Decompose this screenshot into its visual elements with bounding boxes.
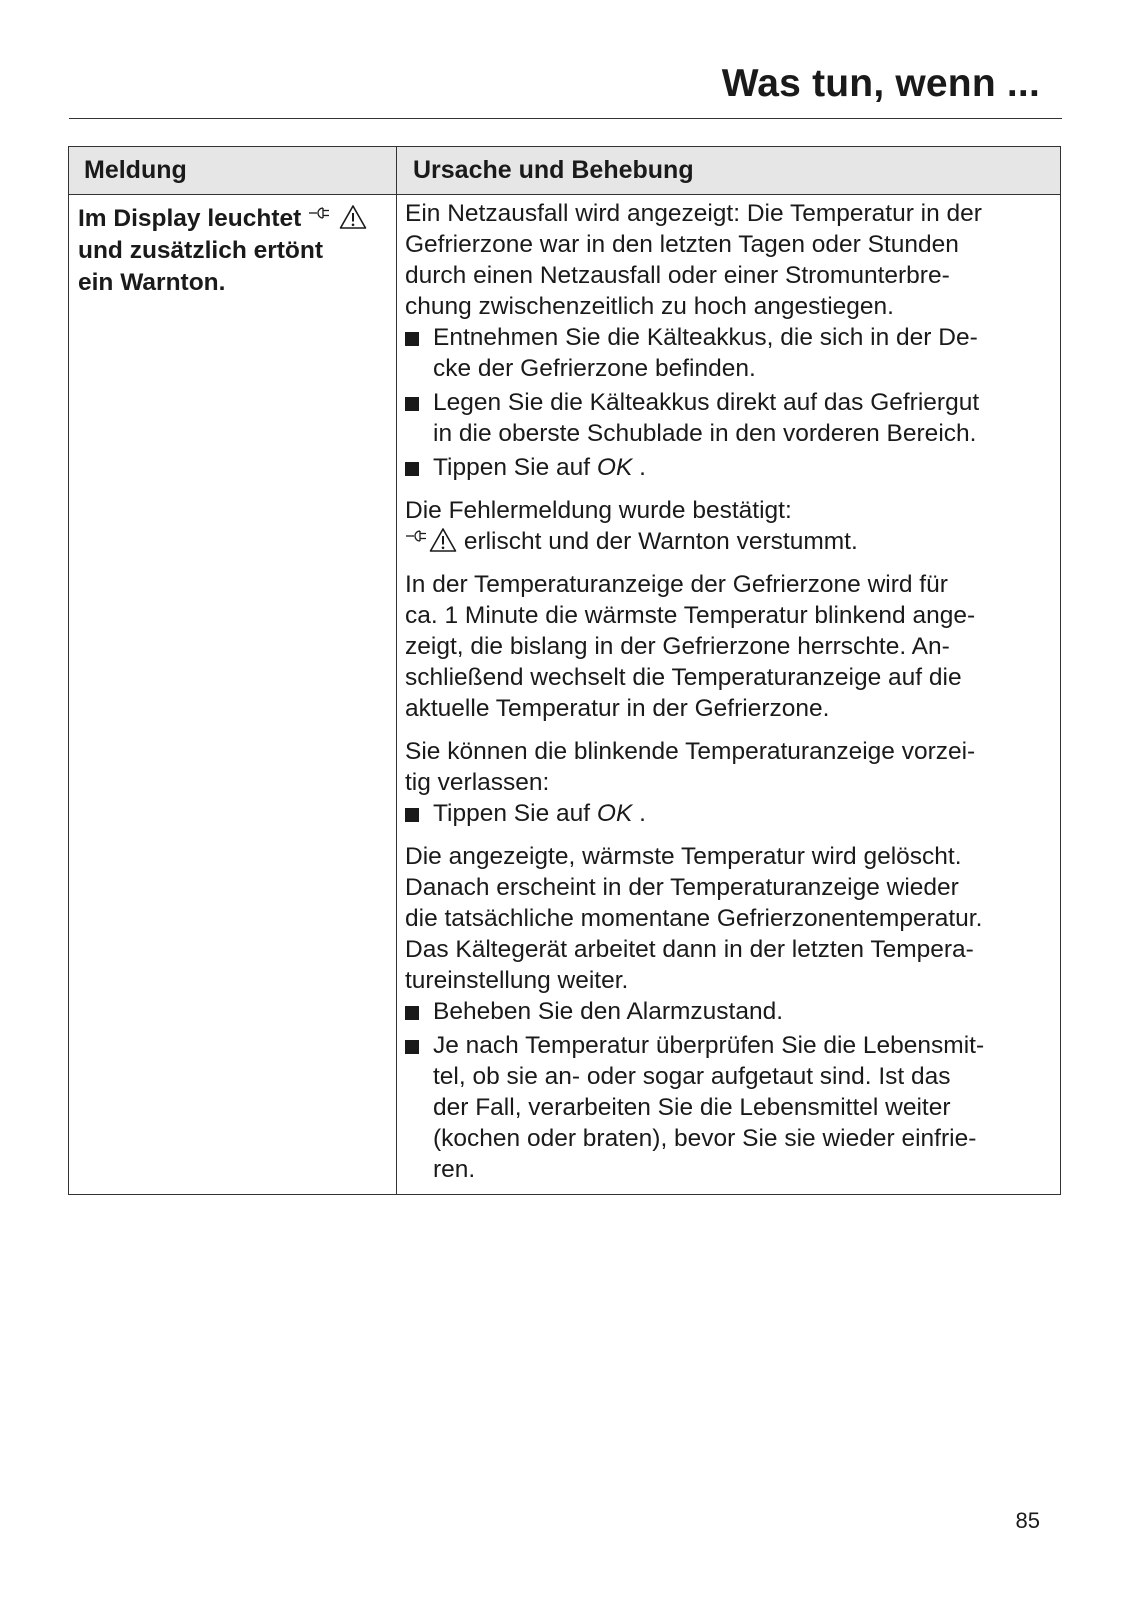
bullet-square-icon: [405, 1040, 419, 1054]
text-fragment: .: [639, 800, 646, 827]
text-line: Ein Netzausfall wird angezeigt: Die Temperatur in der: [405, 200, 982, 227]
list-item: [405, 1030, 1050, 1185]
text-line: Gefrierzone war in den letzten Tagen oder Stunden: [405, 231, 959, 258]
text-line: aktuelle Temperatur in der Gefrierzone.: [405, 695, 830, 722]
bullet-square-icon: [405, 808, 419, 822]
meldung-text: Im Display leuchtet: [78, 205, 302, 232]
troubleshooting-table: [68, 146, 1061, 1195]
meldung-line: und zusätzlich ertönt: [78, 237, 323, 264]
text-line: Entnehmen Sie die Kälteakkus, die sich in der De-: [433, 324, 978, 351]
text-line: Je nach Temperatur überprüfen Sie die Lebensmit-: [433, 1032, 985, 1059]
warning-triangle-icon: [429, 527, 457, 553]
list-item: [405, 322, 1050, 384]
bullet-list: [405, 798, 1050, 829]
text-line: ren.: [433, 1156, 476, 1183]
text-line: durch einen Netzausfall oder einer Stromunterbre-: [405, 262, 950, 289]
paragraph-geloescht: [405, 841, 1050, 996]
bullet-list: [405, 322, 1050, 483]
text-line: tureinstellung weiter.: [405, 967, 629, 994]
text-line: Die angezeigte, wärmste Temperatur wird gelöscht.: [405, 843, 962, 870]
text-line: Legen Sie die Kälteakkus direkt auf das Gefriergut: [433, 389, 980, 416]
power-failure-icon: [405, 529, 429, 543]
text-line: Danach erscheint in der Temperaturanzeige wieder: [405, 874, 959, 901]
paragraph-netzausfall: [405, 198, 1050, 322]
list-item: [405, 996, 1050, 1027]
text-line: schließend wechselt die Temperaturanzeige auf die: [405, 664, 962, 691]
meldung-line: [78, 203, 388, 235]
text-line: zeigt, die bislang in der Gefrierzone herrschte. An-: [405, 633, 950, 660]
text-line: die tatsächliche momentane Gefrierzonentemperatur.: [405, 905, 983, 932]
text-fragment: .: [639, 454, 646, 481]
list-item: [405, 798, 1050, 829]
text-line: in die oberste Schublade in den vorderen Bereich.: [433, 420, 977, 447]
text-line: Beheben Sie den Alarmzustand.: [433, 998, 784, 1025]
text-fragment: Tippen Sie auf: [433, 454, 591, 481]
column-header-meldung: Meldung: [69, 147, 397, 194]
bullet-square-icon: [405, 462, 419, 476]
text-line: tig verlassen:: [405, 769, 550, 796]
text-line: ca. 1 Minute die wärmste Temperatur blinkend ange-: [405, 602, 976, 629]
ok-key-label: OK: [596, 800, 633, 827]
power-failure-icon: [308, 206, 332, 220]
text-line: (kochen oder braten), bevor Sie sie wieder einfrie-: [433, 1125, 977, 1152]
paragraph-vorzeitig: [405, 736, 1050, 798]
page-title: Was tun, wenn ...: [721, 62, 1040, 105]
text-line: In der Temperaturanzeige der Gefrierzone wird für: [405, 571, 948, 598]
warning-triangle-icon: [339, 204, 367, 230]
paragraph-bestaetigt: [405, 495, 1050, 557]
meldung-cell: [69, 195, 397, 1194]
ursache-cell: [397, 195, 1060, 1194]
header-divider: [69, 118, 1062, 119]
text-fragment: Tippen Sie auf: [433, 800, 591, 827]
text-line: cke der Gefrierzone befinden.: [433, 355, 756, 382]
text-line: tel, ob sie an- oder sogar aufgetaut sind. Ist das: [433, 1063, 951, 1090]
text-fragment: erlischt und der Warnton verstummt.: [463, 528, 858, 555]
meldung-line: ein Warnton.: [78, 269, 226, 296]
bullet-list: [405, 996, 1050, 1185]
table-row: [69, 195, 1060, 1194]
list-item: [405, 387, 1050, 449]
bullet-square-icon: [405, 397, 419, 411]
text-line: Das Kältegerät arbeitet dann in der letzten Tempera-: [405, 936, 974, 963]
ok-key-label: OK: [596, 454, 633, 481]
list-item: [405, 452, 1050, 483]
text-line: Sie können die blinkende Temperaturanzeige vorzei-: [405, 738, 976, 765]
text-line: Die Fehlermeldung wurde bestätigt:: [405, 497, 792, 524]
page-number: 85: [1015, 1508, 1040, 1533]
text-line: chung zwischenzeitlich zu hoch angestiegen.: [405, 293, 894, 320]
table-header-row: [69, 147, 1060, 195]
text-line: der Fall, verarbeiten Sie die Lebensmittel weiter: [433, 1094, 951, 1121]
text-line: [405, 526, 1050, 557]
paragraph-temperaturanzeige: [405, 569, 1050, 724]
bullet-square-icon: [405, 1006, 419, 1020]
bullet-square-icon: [405, 332, 419, 346]
column-header-ursache: Ursache und Behebung: [413, 156, 694, 184]
